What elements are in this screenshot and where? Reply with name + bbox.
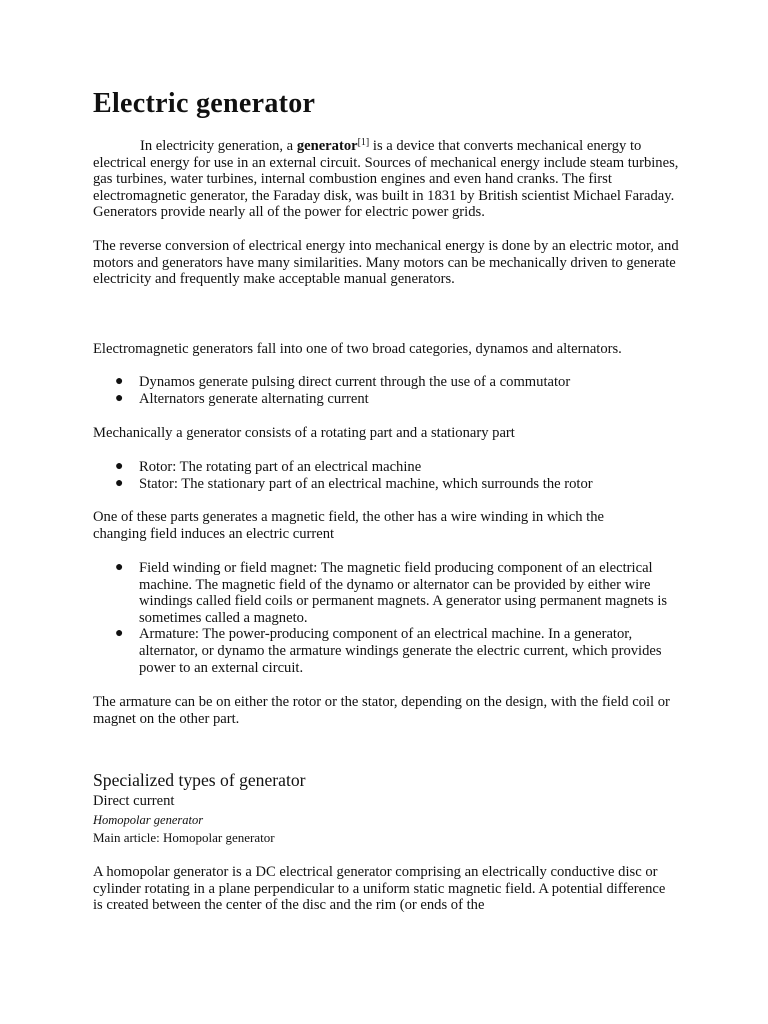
page-title: Electric generator [93,88,316,119]
parts-list [115,459,679,492]
intro-text-end: is a device that converts mechanical energy to electrical energy for use in an external circuit. Sources of mechanical energy include steam turbines, gas turbines, water turbines, internal combustion engines and even hand cranks. The first electromagnetic generator, the Faraday disk, was built in 1831 by British scientist Michael Faraday. Generators provide nearly all of the power for electric power grids. [93,138,679,221]
reference-link[interactable]: [1] [357,137,370,148]
list-item [115,390,679,408]
categories-paragraph: Electromagnetic generators fall into one of two broad categories, dynamos and alternators. [93,341,622,357]
categories-list [115,374,679,407]
bullet-icon: ● [115,560,124,575]
list-item [115,626,679,676]
bullet-icon: ● [115,459,124,474]
list-item [115,374,679,391]
reverse-conversion-paragraph: The reverse conversion of electrical energy into mechanical energy is done by an electric motor, and motors and generators have many similarities. Many motors can be mechanically driven to generate electricity and frequently make acceptable manual generators. [93,238,679,288]
main-article-link[interactable]: Main article: Homopolar generator [93,830,275,845]
list-item-text: Armature: The power-producing component of an electrical machine. In a generator, alternator, or dynamo the armature windings generate the electric current, which provides power to an external circuit. [139,626,662,676]
list-item-text: Rotor: The rotating part of an electrical machine [139,459,422,475]
list-item-text: Field winding or field magnet: The magnetic field producing component of an electrical machine. The magnetic field of the dynamo or alternator can be provided by either wire windings called field coils or permanent magnets. A generator using permanent magnets is sometimes called a magneto. [139,560,668,626]
list-item-text: Stator: The stationary part of an electrical machine, which surrounds the rotor [139,475,593,492]
mechanical-paragraph: Mechanically a generator consists of a rotating part and a stationary part [93,425,515,441]
field-list [115,560,679,676]
list-item [115,560,679,626]
homopolar-paragraph: A homopolar generator is a DC electrical generator comprising an electrically conductive disc or cylinder rotating in a plane perpendicular to a uniform static magnetic field. A potential difference is created between the center of the disc and the rim (or ends of the [93,864,666,914]
armature-paragraph: The armature can be on either the rotor or the stator, depending on the design, with the field coil or magnet on the other part. [93,694,670,727]
list-item-text: Alternators generate alternating current [139,390,369,407]
generator-term: generator [296,138,358,154]
bullet-icon: ● [115,390,124,406]
bullet-icon: ● [115,475,124,491]
intro-paragraph [93,138,685,221]
list-item [115,475,679,493]
bullet-icon: ● [115,626,124,642]
list-item [115,459,679,476]
section-heading: Specialized types of generator [93,770,306,790]
subsection-heading: Direct current [93,793,175,809]
intro-text-start: In electricity generation, a [140,138,297,154]
field-paragraph: One of these parts generates a magnetic field, the other has a wire winding in which the changing field induces an electric current [93,509,605,542]
subsubsection-heading: Homopolar generator [93,813,204,827]
bullet-icon: ● [115,374,124,389]
list-item-text: Dynamos generate pulsing direct current through the use of a commutator [139,374,571,390]
